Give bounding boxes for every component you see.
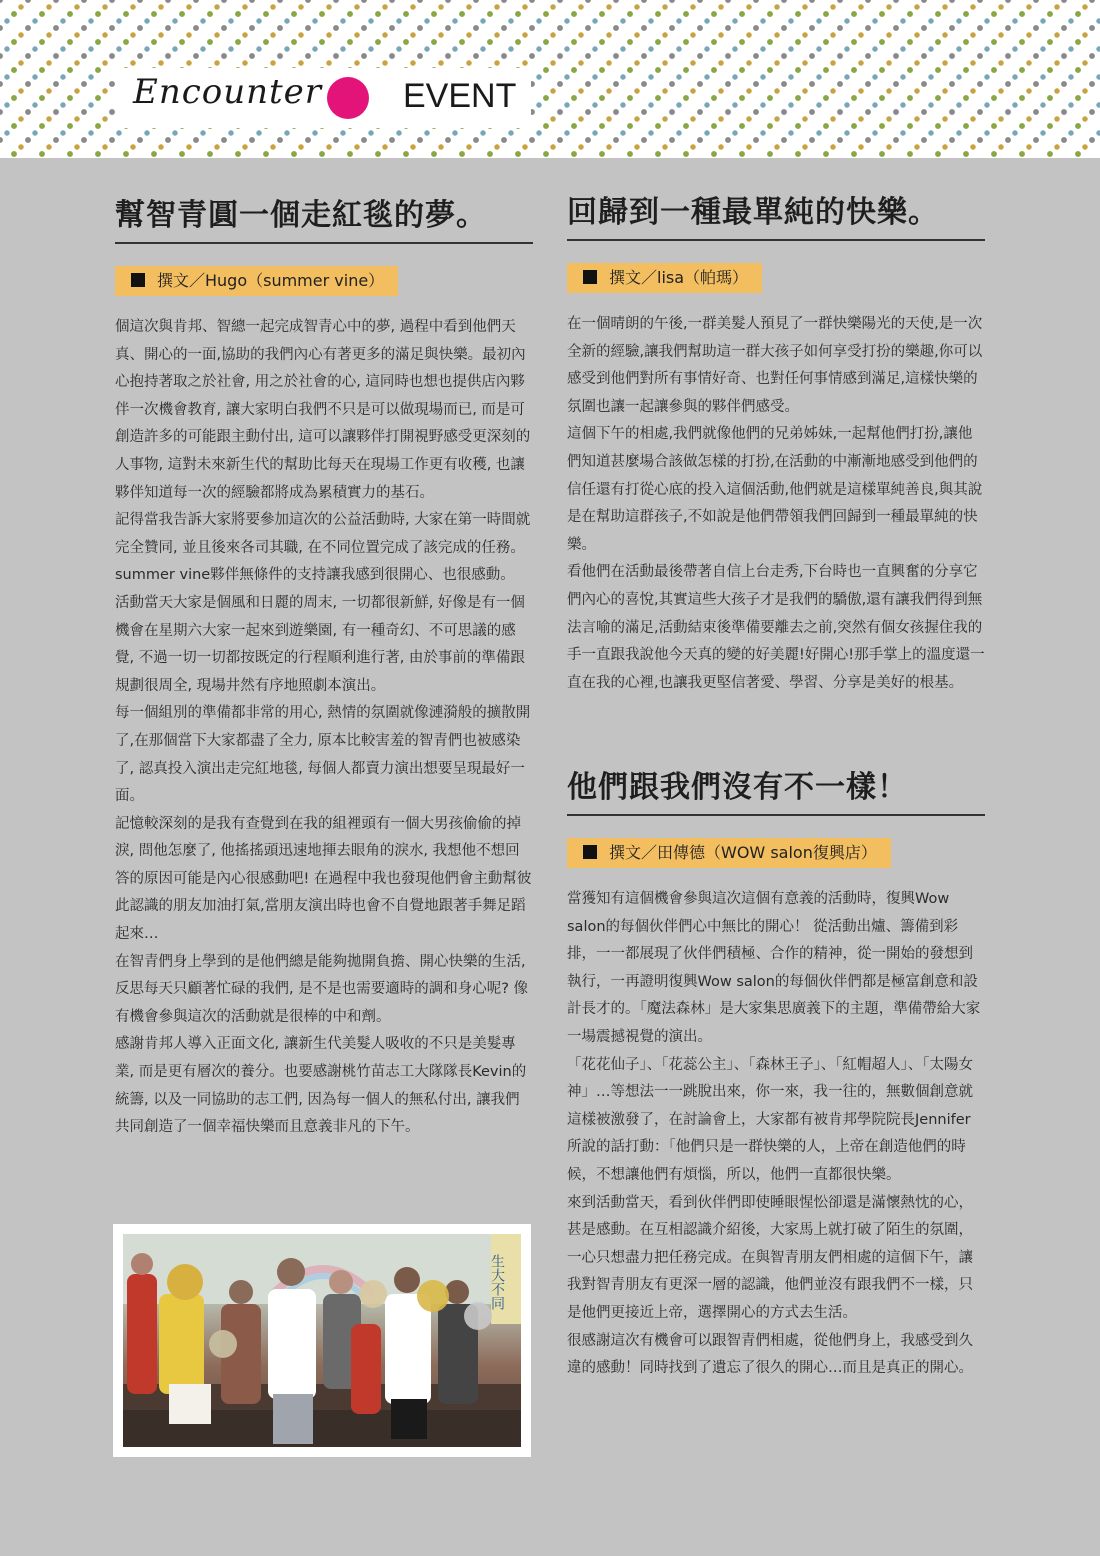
article-paragraph: 「花花仙子」、「花蕊公主」、「森林王子」、「紅帽超人」、「太陽女神」…等想法一一跳脫出來，你一來，我一往的，無數個創意就這樣被激發了，在討論會上，大家都有被肯邦學院院長Jennifer所說的話打動：「他們只是一群快樂的人，上帝在創造他們的時候，不想讓他們有煩惱，所以，他們一直都很快樂。 [567, 1056, 973, 1183]
dotted-banner [0, 0, 1100, 158]
article-paragraph: 來到活動當天，看到伙伴們即使睡眼惺忪卻還是滿懷熱忱的心，甚是感動。在互相認識介紹後，大家馬上就打破了陌生的氛圍，一心只想盡力把任務完成。在與智青朋友們相處的這個下午，讓我對智青朋友有更深一層的認識，他們並沒有跟我們不一樣，只是他們更接近上帝，選擇開心的方式去生活。 [567, 1194, 973, 1321]
article-right-top [567, 187, 985, 697]
article-paragraph: 活動當天大家是個風和日麗的周末, 一切都很新鮮, 好像是有一個機會在星期六大家一起來到遊樂園, 有一種奇幻、不可思議的感覺, 不過一切一切都按既定的行程順利進行著, 由於事前的準備跟規劃很周全, 現場井然有序地照劇本演出。 [115, 594, 525, 694]
square-icon [583, 270, 597, 284]
article-title: 回歸到一種最單純的快樂。 [567, 187, 985, 241]
article-title: 他們跟我們沒有不一樣！ [567, 762, 985, 816]
article-byline: 撰文／lisa（帕瑪） [567, 263, 762, 293]
pink-dot-icon [327, 77, 369, 119]
article-body [115, 314, 533, 1142]
event-photo [123, 1234, 521, 1447]
article-paragraph: 記得當我告訴大家將要參加這次的公益活動時, 大家在第一時間就完全贊同, 並且後來各司其職, 在不同位置完成了該完成的任務。summer vine夥伴無條件的支持讓我感到很開心、也很感動。 [115, 512, 531, 584]
article-paragraph: 看他們在活動最後帶著自信上台走秀,下台時也一直興奮的分享它們內心的喜悅,其實這些大孩子才是我們的驕傲,還有讓我們得到無法言喻的滿足,活動結束後準備要離去之前,突然有個女孩握住我的手一直跟我說他今天真的變的好美麗!好開心!那手掌上的溫度還一直在我的心裡,也讓我更堅信著愛、學習、分享是美好的根基。 [567, 564, 985, 691]
article-paragraph: 當獲知有這個機會參與這次這個有意義的活動時，復興Wow salon的每個伙伴們心中無比的開心！ 從活動出爐、籌備到彩排，一一都展現了伙伴們積極、合作的精神，從一開始的發想到執行，一再證明復興Wow salon的每個伙伴們都是極富創意和設計長才的。「魔法森林」是大家集思廣義下的主題，準備帶給大家一場震撼視覺的演出。 [567, 891, 981, 1045]
article-paragraph: 記憶較深刻的是我有查覺到在我的組裡頭有一個大男孩偷偷的掉淚, 問他怎麼了, 他搖搖頭迅速地揮去眼角的淚水, 我想他不想回答的原因可能是內心很感動吧! 在過程中我也發現他們會主動幫彼此認識的朋友加油打氣,當朋友演出時也會不自覺地跟著手舞足蹈起來… [115, 815, 532, 943]
article-right-bottom [567, 762, 985, 1383]
article-left [115, 190, 533, 1142]
article-byline: 撰文／田傳德（WOW salon復興店） [567, 838, 891, 868]
section-script-word: Encounter [133, 72, 323, 112]
section-header [115, 68, 531, 128]
article-byline: 撰文／Hugo（summer vine） [115, 266, 398, 296]
article-body [567, 886, 985, 1383]
article-paragraph: 感謝肯邦人導入正面文化, 讓新生代美髮人吸收的不只是美髮專業, 而是更有層次的養分。也要感謝桃竹苗志工大隊隊長Kevin的統籌, 以及一同協助的志工們, 因為每一個人的無私付出, 讓我們共同創造了一個幸福快樂而且意義非凡的下午。 [115, 1036, 527, 1136]
article-title: 幫智青圓一個走紅毯的夢。 [115, 190, 533, 244]
article-paragraph: 這個下午的相處,我們就像他們的兄弟姊妹,一起幫他們打扮,讓他們知道甚麼場合該做怎樣的打扮,在活動的中漸漸地感受到他們的信任還有打從心底的投入這個活動,他們就是這樣單純善良,與其說是在幫助這群孩子,不如說是他們帶領我們回歸到一種最單純的快樂。 [567, 426, 983, 553]
article-paragraph: 在一個晴朗的午後,一群美髮人預見了一群快樂陽光的天使,是一次全新的經驗,讓我們幫助這一群大孩子如何享受打扮的樂趣,你可以感受到他們對所有事情好奇、也對任何事情感到滿足,這樣快樂的氛圍也讓一起讓參與的夥伴們感受。 [567, 316, 983, 415]
event-photo-frame [113, 1224, 531, 1457]
square-icon [583, 845, 597, 859]
article-body [567, 311, 985, 697]
photo-banner-text: 生大不同 [489, 1254, 505, 1310]
article-paragraph: 很感謝這次有機會可以跟智青們相處，從他們身上，我感受到久違的感動！同時找到了遺忘了很久的開心…而且是真正的開心。 [567, 1332, 973, 1377]
event-photo-illustration [123, 1234, 521, 1447]
square-icon [131, 273, 145, 287]
article-paragraph: 在智青們身上學到的是他們總是能夠拋開負擔、開心快樂的生活,反思每天只顧著忙碌的我們, 是不是也需要適時的調和身心呢? 像有機會參與這次的活動就是很棒的中和劑。 [115, 953, 529, 1025]
article-paragraph: 個這次與肯邦、智總一起完成智青心中的夢, 過程中看到他們天真、開心的一面,協助的我們內心有著更多的滿足與快樂。最初內心抱持著取之於社會, 用之於社會的心, 這同時也想也提供店內夥伴一次機會教育, 讓大家明白我們不只是可以做現場而已, 而是可創造許多的可能跟主動付出, 這可以讓夥伴打開視野感受更深刻的人事物, 這對未來新生代的幫助比每天在現場工作更有收穫, 也讓夥伴知道每一次的經驗都將成為累積實力的基石。 [115, 319, 531, 501]
section-title: EVENT [403, 77, 517, 115]
article-paragraph: 每一個組別的準備都非常的用心, 熱情的氛圍就像漣漪般的擴散開了,在那個當下大家都盡了全力, 原本比較害羞的智青們也被感染了, 認真投入演出走完紅地毯, 每個人都賣力演出想要呈現最好一面。 [115, 705, 531, 805]
